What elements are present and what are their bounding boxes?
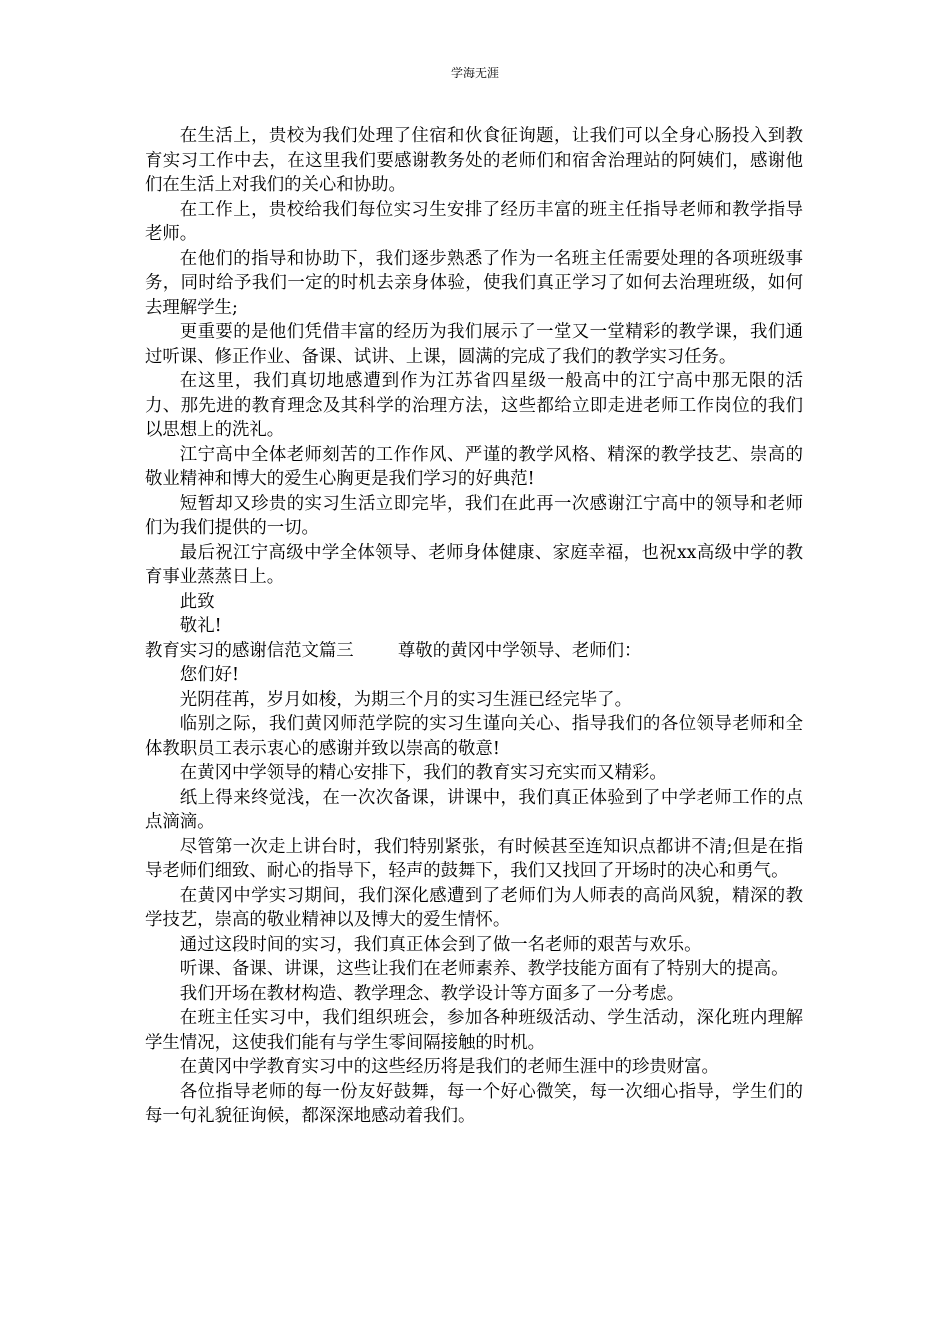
paragraph: 在生活上，贵校为我们处理了住宿和伙食征询题，让我们可以全身心肠投入到教育实习工作中去，在这里我们要感谢教务处的老师们和宿舍治理站的阿姨们，感谢他们在生活上对我们的关心和协助。 — [145, 126, 803, 195]
paragraph: 在黄冈中学教育实习中的这些经历将是我们的老师生涯中的珍贵财富。 — [179, 1057, 719, 1077]
closing-regards: 敬礼! — [179, 616, 222, 636]
paragraph: 各位指导老师的每一份友好鼓舞，每一个好心微笑，每一次细心指导，学生们的每一句礼貌征询候，都深深地感动着我们。 — [145, 1081, 803, 1126]
paragraph: 临别之际，我们黄冈师范学院的实习生谨向关心、指导我们的各位领导老师和全体教职员工表示衷心的感谢并致以崇高的敬意! — [145, 714, 803, 759]
paragraph: 在班主任实习中，我们组织班会，参加各种班级活动、学生活动，深化班内理解学生情况，这使我们能有与学生零间隔接触的时机。 — [145, 1008, 803, 1053]
paragraph: 纸上得来终觉浅，在一次次备课，讲课中，我们真正体验到了中学老师工作的点点滴滴。 — [145, 787, 803, 832]
paragraph: 通过这段时间的实习，我们真正体会到了做一名老师的艰苦与欢乐。 — [179, 934, 702, 955]
document-body — [145, 124, 803, 1129]
section-title: 教育实习的感谢信范文篇三 尊敬的黄冈中学领导、老师们： — [145, 640, 642, 661]
paragraph: 更重要的是他们凭借丰富的经历为我们展示了一堂又一堂精彩的教学课，我们通过听课、修正作业、备课、试讲、上课，圆满的完成了我们的教学实习任务。 — [145, 322, 803, 367]
paragraph: 听课、备课、讲课，这些让我们在老师素养、教学技能方面有了特别大的提高。 — [179, 959, 789, 979]
paragraph: 我们开场在教材构造、教学理念、教学设计等方面多了一分考虑。 — [179, 983, 685, 1004]
paragraph: 短暂却又珍贵的实习生活立即完毕，我们在此再一次感谢江宁高中的领导和老师们为我们提供的一切。 — [145, 493, 803, 538]
paragraph: 尽管第一次走上讲台时，我们特别紧张，有时候甚至连知识点都讲不清;但是在指导老师们细致、耐心的指导下，轻声的鼓舞下，我们又找回了开场时的决心和勇气。 — [145, 836, 803, 881]
paragraph: 光阴荏苒，岁月如梭，为期三个月的实习生涯已经完毕了。 — [179, 689, 632, 710]
page-header: 学海无涯 — [450, 66, 499, 80]
greeting: 您们好! — [179, 665, 239, 685]
paragraph: 在黄冈中学实习期间，我们深化感遭到了老师们为人师表的高尚风貌，精深的教学技艺，崇高的敬业精神以及博大的爱生情怀。 — [145, 885, 803, 930]
paragraph: 在这里，我们真切地感遭到作为江苏省四星级一般高中的江宁高中那无限的活力、那先进的教育理念及其科学的治理方法，这些都给立即走进老师工作岗位的我们以思想上的洗礼。 — [145, 371, 803, 440]
paragraph: 在黄冈中学领导的精心安排下，我们的教育实习充实而又精彩。 — [179, 763, 667, 783]
paragraph: 在他们的指导和协助下，我们逐步熟悉了作为一名班主任需要处理的各项班级事务，同时给予我们一定的时机去亲身体验，使我们真正学习了如何去治理班级，如何去理解学生; — [145, 248, 803, 318]
paragraph: 在工作上，贵校给我们每位实习生安排了经历丰富的班主任指导老师和教学指导老师。 — [145, 199, 803, 244]
paragraph: 江宁高中全体老师刻苦的工作作风、严谨的教学风格、精深的教学技艺、崇高的敬业精神和博大的爱生心胸更是我们学习的好典范! — [145, 444, 803, 489]
closing-salutation: 此致 — [179, 591, 215, 612]
paragraph: 最后祝江宁高级中学全体领导、老师身体健康、家庭幸福，也祝xx高级中学的教育事业蒸蒸日上。 — [145, 542, 803, 587]
